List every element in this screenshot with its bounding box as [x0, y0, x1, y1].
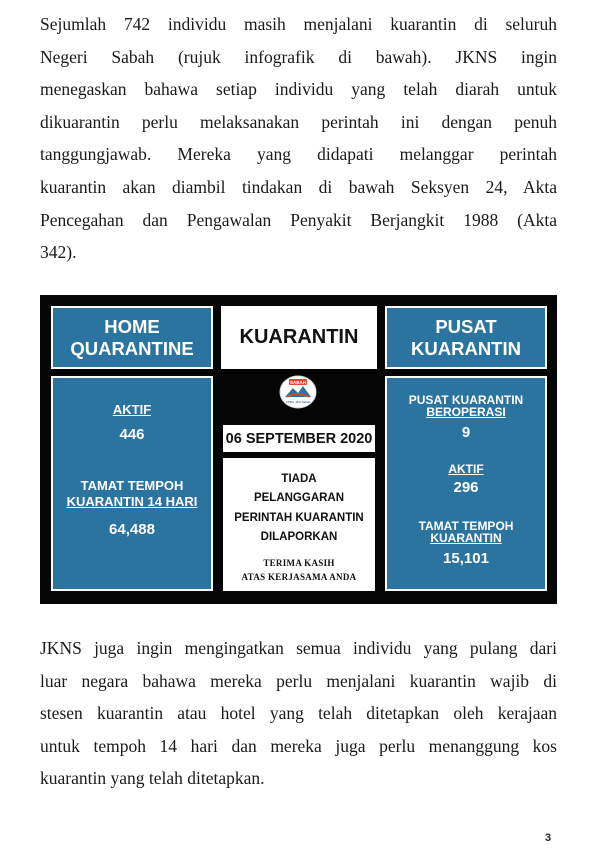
paragraph-line: JKNS juga ingin mengingatkan semua individu yang pulang dari	[40, 638, 557, 658]
pk-beroperasi-value: 9	[461, 424, 471, 441]
thanks-line: TERIMA KASIH	[263, 558, 335, 568]
paragraph-line: Negeri Sabah (rujuk infografik di bawah). JKNS ingin	[40, 46, 557, 67]
paragraph-overseas-returnees	[40, 632, 557, 795]
hq-tamat-value: 64,488	[109, 521, 155, 538]
paragraph-quarantine-status	[40, 8, 557, 269]
pk-tamat-value: 15,101	[443, 550, 489, 567]
home-quarantine-title-line1: HOME	[104, 315, 160, 337]
logo-text-bottom: CPRC JKN Sabah	[285, 400, 311, 404]
pusat-kuarantin-panel	[385, 376, 547, 591]
pk-aktif-label: AKTIF	[448, 462, 484, 476]
notice-line: PERINTAH KUARANTIN	[234, 512, 364, 524]
hq-aktif-value: 446	[119, 426, 145, 443]
pk-tamat-label-line1: TAMAT TEMPOH	[418, 519, 514, 533]
pusat-kuarantin-title-line1: PUSAT	[435, 315, 497, 337]
paragraph-line: untuk tempoh 14 hari dan mereka juga perlu menanggung kos	[40, 735, 557, 756]
paragraph-line: Pencegahan dan Pengawalan Penyakit Berjangkit 1988 (Akta	[40, 209, 557, 230]
paragraph-line: Sejumlah 742 individu masih menjalani kuarantin di seluruh	[40, 14, 557, 34]
pusat-kuarantin-title-line2: KUARANTIN	[411, 337, 521, 359]
hq-tamat-label-line1: TAMAT TEMPOH	[80, 478, 184, 493]
pk-tamat-label-line2: KUARANTIN	[430, 531, 502, 545]
page-number: 3	[545, 832, 552, 844]
home-quarantine-panel	[51, 376, 213, 591]
report-date: 06 SEPTEMBER 2020	[223, 425, 375, 452]
pusat-kuarantin-title	[385, 306, 547, 369]
home-quarantine-title-line2: QUARANTINE	[70, 337, 194, 359]
notice-line: DILAPORKAN	[260, 531, 338, 543]
home-quarantine-title	[51, 306, 213, 369]
cprc-sabah-logo-icon	[279, 375, 317, 409]
notice-line: PELANGGARAN	[253, 492, 345, 504]
kuarantin-title: KUARANTIN	[221, 306, 377, 369]
paragraph-line: stesen kuarantin atau hotel yang telah ditetapkan oleh kerajaan	[40, 703, 557, 724]
logo-text-top: SABAH	[289, 380, 307, 385]
pk-aktif-value: 296	[453, 479, 479, 496]
paragraph-line: menegaskan bahawa setiap individu yang telah diarah untuk	[40, 79, 557, 100]
notice-line: TIADA	[281, 473, 317, 485]
pk-beroperasi-label-line1: PUSAT KUARANTIN	[408, 393, 524, 407]
hq-aktif-label: AKTIF	[112, 402, 152, 417]
hq-tamat-label-line2: KUARANTIN 14 HARI	[66, 494, 198, 509]
quarantine-infographic	[40, 295, 557, 604]
paragraph-line: 342).	[40, 242, 77, 263]
pk-beroperasi-label-line2: BEROPERASI	[426, 405, 506, 419]
paragraph-line: dikuarantin perlu melaksanakan perintah ini dengan penuh	[40, 111, 557, 132]
paragraph-line: kuarantin yang telah ditetapkan.	[40, 768, 265, 789]
paragraph-line: tanggungjawab. Mereka yang didapati melanggar perintah	[40, 144, 557, 165]
notice-panel	[223, 458, 375, 591]
paragraph-line: luar negara bahawa mereka perlu menjalani kuarantin wajib di	[40, 670, 557, 691]
thanks-line: ATAS KERJASAMA ANDA	[241, 572, 357, 582]
paragraph-line: kuarantin akan diambil tindakan di bawah Seksyen 24, Akta	[40, 176, 557, 197]
